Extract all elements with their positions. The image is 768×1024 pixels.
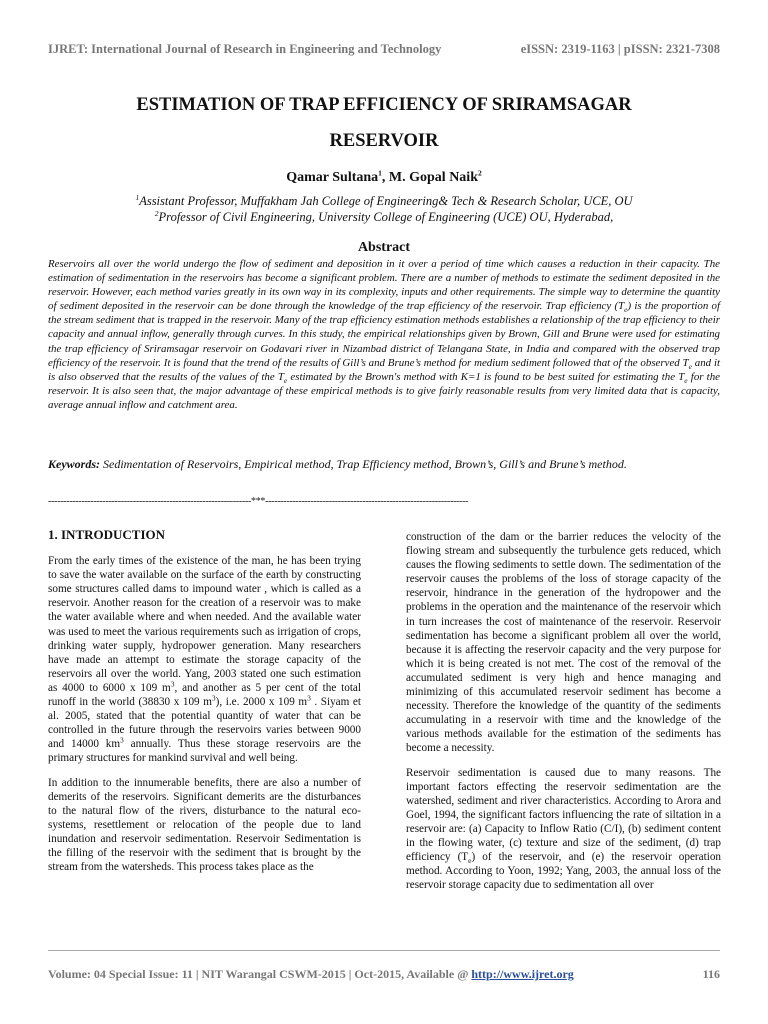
affiliation-2 [0, 209, 768, 225]
title-line-1: ESTIMATION OF TRAP EFFICIENCY OF SRIRAMSAGAR [136, 95, 632, 115]
left-column [48, 528, 361, 884]
affiliation-1-sup: 1 [135, 192, 140, 202]
paragraph-text: From the early times of the existence of the man, he has been trying to save the water available on the surface of the earth by constructing some structures called dams to impound water , which is called as a reservoir. Another reason for the creation of a reservoir was to make the water available where and when needed. And the available water was used to meet the various requirements such as irrigation of crops, drinking water supply, hydropower generation. Many researchers have made an attempt to estimate the storage capacity of the reservoirs all over the world. Yang, 2003 stated one such estimation as 4000 to 6000 x 109 m [48, 555, 361, 694]
page-footer [48, 967, 720, 982]
affiliation-2-text: Professor of Civil Engineering, University College of Engineering (UCE) OU, Hyderabad, [158, 210, 614, 224]
affiliation-2-sup: 2 [154, 208, 159, 218]
right-column [406, 530, 721, 902]
abstract-sub: e [688, 361, 692, 371]
author-2-sup: 2 [478, 168, 482, 178]
abstract-heading: Abstract [357, 240, 411, 255]
paper-title [60, 87, 708, 159]
abstract-sub: e [684, 375, 688, 385]
abstract-text: and it is also observed that the results of the values of the T [48, 356, 720, 383]
affiliation-1 [0, 193, 768, 209]
superscript: 3 [120, 735, 124, 745]
paragraph-text: Reservoir sedimentation is caused due to many reasons. The important factors effecting the reservoir sedimentation are the watershed, sediment and river characteristics. According to Arora and Goel, 1994, the significant factors influencing the rate of siltation in a reservoir are: (a) Capacity to Inflow Ratio (C/I), (b) sediment content in the flowing water, (c) texture and size of the sediment, (d) trap efficiency (T [406, 766, 721, 864]
keywords-text: Sedimentation of Reservoirs, Empirical method, Trap Efficiency method, Brown’s, Gill’s and Brune’s method. [100, 457, 627, 471]
running-header [48, 42, 720, 62]
paragraph-text: . Siyam et al. 2005, stated that the potential quantity of water that can be controlled in the future through the reservoirs varies between 9000 and 14000 km [48, 696, 361, 751]
intro-paragraph-3: construction of the dam or the barrier reduces the velocity of the flowing stream and subsequently the turbulence gets reduced, which causes the flowing sediments to settle down. The sedimentation of the reservoir causes the problems of the loss of storage capacity of the reservoir, hindrance in the generation of the hydropower and the problems in the operation and the maintenance of the reservoir which in turn increases the cost of maintenance of the reservoir. Reservoir sedimentation has become a significant problem all over the world, because it is affecting the reservoir capacity and the very purpose for which it is being created is not met. The cost of the removal of the accumulated sediment is very high and hence managing and minimizing of this accumulated reservoir sediment has become a necessity. Therefore the knowledge of the quantity of the sediments accumulating in a reservoir with time and the knowledge of the various methods available for the estimation of the sediments has become a necessity. [406, 531, 721, 755]
paragraph-text: ) of the reservoir, and (e) the reservoir operation method. According to Yoon, 1992; Yang, 2003, the annual loss of the reservoir storage capacity due to sedimentation all over [406, 851, 722, 892]
abstract-text: estimated by the Brown's method with K=1 is found to be best suited for estimating the T [287, 370, 685, 383]
intro-paragraph-4 [406, 766, 721, 893]
superscript: 3 [307, 693, 311, 703]
keywords [48, 453, 720, 475]
intro-paragraph-2: In addition to the innumerable benefits, there are also a number of demerits of the reservoirs. Significant demerits are the disturbances to the natural flow of the rivers, disturbance to the natural eco-systems, resettlement or relocation of the people due to land inundation and reservoir sedimentation. Reservoir Sedimentation is the filling of the reservoir with the sediment that is brought by the stream from the watersheds. This process takes place as the [48, 776, 361, 874]
journal-name: IJRET: International Journal of Research in Engineering and Technology [48, 42, 442, 56]
paragraph-text: annually. Thus these storage reservoirs are the primary structures for mankind survival and well being. [48, 738, 361, 765]
title-line-2: RESERVOIR [329, 131, 439, 151]
superscript: 3 [211, 693, 216, 703]
author-separator: , [381, 170, 389, 185]
abstract-text: ) is the proportion of the stream sediment that is trapped in the reservoir. Many of the trap efficiency estimation methods establishes a relationship of the trap efficiency to their capacity and annual inflow, generally through curves. In this study, the empirical relationships given by Brown, Gill and Brune were used for estimating the trap efficiency of Sriramsagar reservoir on Godavari river in Nizambad district of Telangana State, in India and compared with the observed trap efficiency of the reservoir. It is found that the trend of the results of Gill’s and Brune’s method for medium sediment followed that of the observed T [48, 300, 720, 369]
abstract-text: Reservoirs all over the world undergo the flow of sediment and deposition in it over a period of time which causes a reduction in their capacity. The estimation of sedimentation in the reservoirs has become a significant problem. There are a number of methods to estimate the sediment deposited in the reservoir. However, each method varies greatly in its own way in its complexity, inputs and other requirements. The simple way to determine the quantity of sediment deposited in the reservoir can be done through the knowledge of the trap efficiency of the reservoir. Trap efficiency (T [48, 258, 720, 313]
superscript: 3 [170, 679, 175, 689]
abstract-sub: e [624, 305, 628, 315]
affiliations [0, 193, 768, 225]
section-heading-introduction: 1. INTRODUCTION [48, 527, 166, 542]
footer-divider [48, 950, 720, 951]
paragraph-text: ), i.e. 2000 x 109 m [215, 696, 308, 709]
abstract-text: for the reservoir. It is also seen that, the major advantage of these empirical methods is to give fairly reasonable results from very limited data that is capacity, average annual inflow and catchment area. [48, 370, 720, 411]
author-2: M. Gopal Naik [388, 170, 478, 185]
abstract-body [48, 257, 720, 412]
journal-link[interactable]: http://www.ijret.org [471, 967, 574, 981]
keywords-label: Keywords: [48, 457, 100, 471]
page-number: 116 [702, 967, 720, 981]
paragraph-text: , and another as 5 per cent of the total runoff in the world (38830 x 109 m [48, 681, 361, 709]
footer-text: Volume: 04 Special Issue: 11 | NIT Warangal CSWM-2015 | Oct-2015, Available @ [48, 967, 472, 981]
section-separator: -------------------------------------------------------------------***------------------------------------------------------------------- [48, 496, 469, 507]
author-1-sup: 1 [378, 168, 382, 178]
affiliation-1-text: Assistant Professor, Muffakham Jah College of Engineering& Tech & Research Scholar, UCE, OU [139, 194, 633, 208]
author-1: Qamar Sultana [286, 170, 379, 185]
issn: eISSN: 2319-1163 | pISSN: 2321-7308 [520, 42, 720, 56]
subscript: e [468, 856, 472, 866]
abstract-sub: e [283, 375, 288, 385]
intro-paragraph-1 [48, 554, 361, 765]
authors [0, 170, 768, 186]
